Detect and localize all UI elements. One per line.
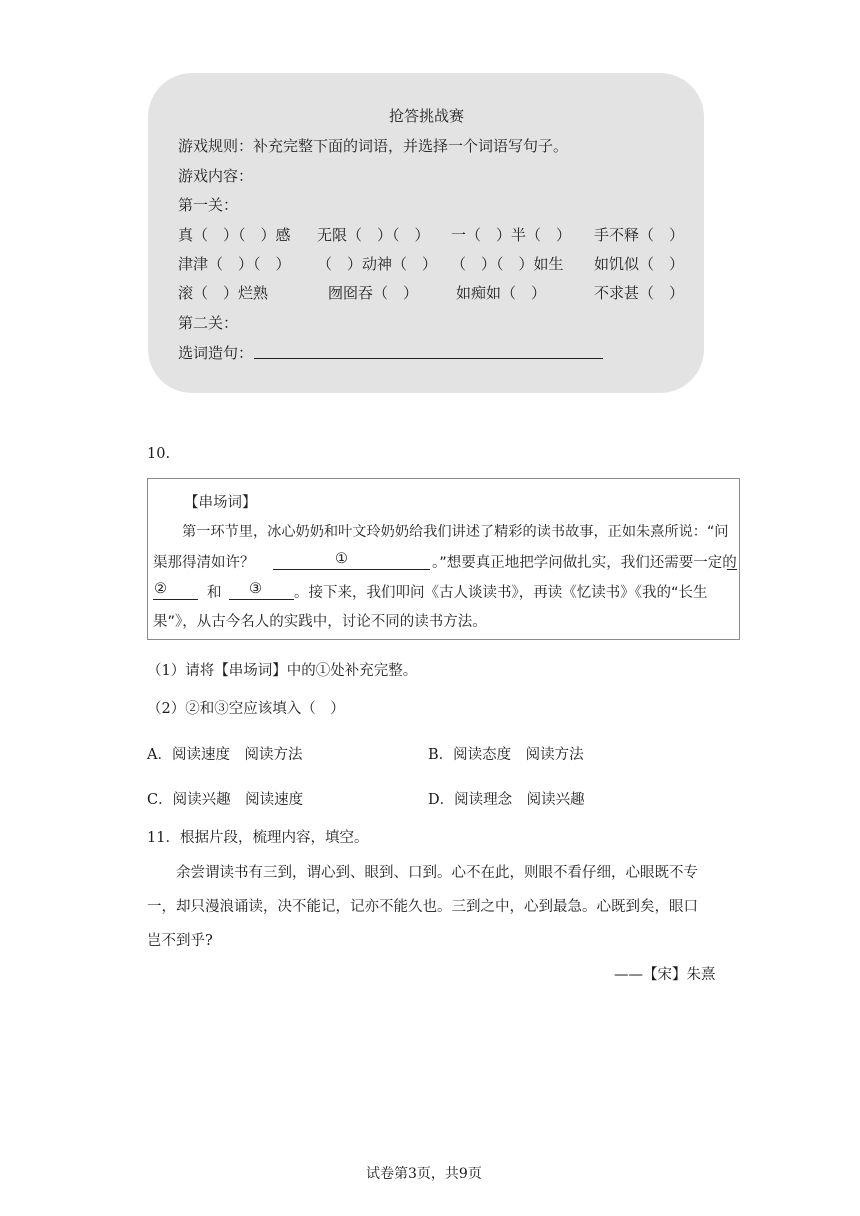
game-content-label: 游戏内容： (178, 167, 254, 185)
idiom-cell: 一（ ）半（ ） (451, 226, 572, 244)
q11-prompt: 11．根据片段，梳理内容，填空。 (147, 830, 369, 846)
idiom-cell: 真（ ）（ ）感 (178, 226, 291, 244)
blank-2-line-start[interactable] (727, 569, 737, 570)
sentence-label: 选词造句： (178, 344, 254, 362)
blank-1-marker: ① (335, 551, 348, 567)
idiom-cell: 滚（ ）烂熟 (178, 284, 269, 302)
idiom-cell: （ ）动神（ ） (317, 255, 438, 273)
option-d[interactable]: D．阅读理念 阅读兴趣 (428, 792, 585, 808)
idiom-cell: 手不释（ ） (594, 226, 685, 244)
idiom-cell: 囫囵吞（ ） (328, 284, 419, 302)
box-line-3: 。接下来，我们叩问《古人谈读书》，再读《忆读书》《我的“长生 (294, 585, 708, 601)
blank-3-line[interactable] (229, 599, 294, 600)
game-title: 抢答挑战赛 (389, 107, 465, 125)
box-line-1: 第一环节里，冰心奶奶和叶文玲奶奶给我们讲述了精彩的读书故事，正如朱熹所说：“问 (182, 524, 729, 540)
sentence-blank-line[interactable] (254, 358, 603, 359)
q11-paragraph-line-1: 余尝谓读书有三到，谓心到、眼到、口到。心不在此，则眼不看仔细，心眼既不专 (176, 865, 698, 881)
and-text: 和 (207, 585, 222, 601)
idiom-cell: （ ）（ ）如生 (451, 255, 564, 273)
q10-sub2: （2）②和③空应该填入（ ） (147, 701, 345, 717)
idiom-cell: 津津（ ）（ ） (178, 255, 291, 273)
box-line-4: 果”》，从古今名人的实践中，讨论不同的读书方法。 (153, 614, 487, 630)
idiom-cell: 不求甚（ ） (594, 284, 685, 302)
blank-2-line[interactable] (153, 599, 198, 600)
box-title: 【串场词】 (184, 495, 257, 511)
option-a[interactable]: A．阅读速度 阅读方法 (147, 747, 303, 763)
option-c[interactable]: C．阅读兴趣 阅读速度 (147, 792, 304, 808)
game-card (148, 73, 704, 393)
blank-1-line[interactable] (273, 569, 430, 570)
blank-3-marker: ③ (249, 581, 262, 597)
bridge-words-box (147, 478, 740, 640)
q11-paragraph-line-3: 岂不到乎? (147, 933, 213, 949)
page-footer: 试卷第3页，共9页 (366, 1166, 482, 1182)
level2-label: 第二关： (178, 314, 239, 332)
idiom-cell: 如饥似（ ） (594, 255, 685, 273)
q10-sub1: （1）请将【串场词】中的①处补充完整。 (147, 663, 418, 679)
game-rules: 游戏规则：补充完整下面的词语，并选择一个词语写句子。 (178, 137, 569, 155)
box-line-2a: 渠那得清如许？ (153, 555, 255, 571)
box-line-2b: 。”想要真正地把学问做扎实，我们还需要一定的 (432, 555, 737, 571)
q11-attribution: ——【宋】朱熹 (614, 967, 716, 983)
blank-2-marker: ② (154, 581, 167, 597)
idiom-cell: 如痴如（ ） (456, 284, 547, 302)
level1-label: 第一关： (178, 196, 239, 214)
idiom-cell: 无限（ ）（ ） (317, 226, 430, 244)
q10-number: 10. (147, 446, 171, 462)
option-b[interactable]: B．阅读态度 阅读方法 (428, 747, 584, 763)
q11-paragraph-line-2: 一，却只漫浪诵读，决不能记，记亦不能久也。三到之中，心到最急。心既到矣，眼口 (147, 899, 698, 915)
